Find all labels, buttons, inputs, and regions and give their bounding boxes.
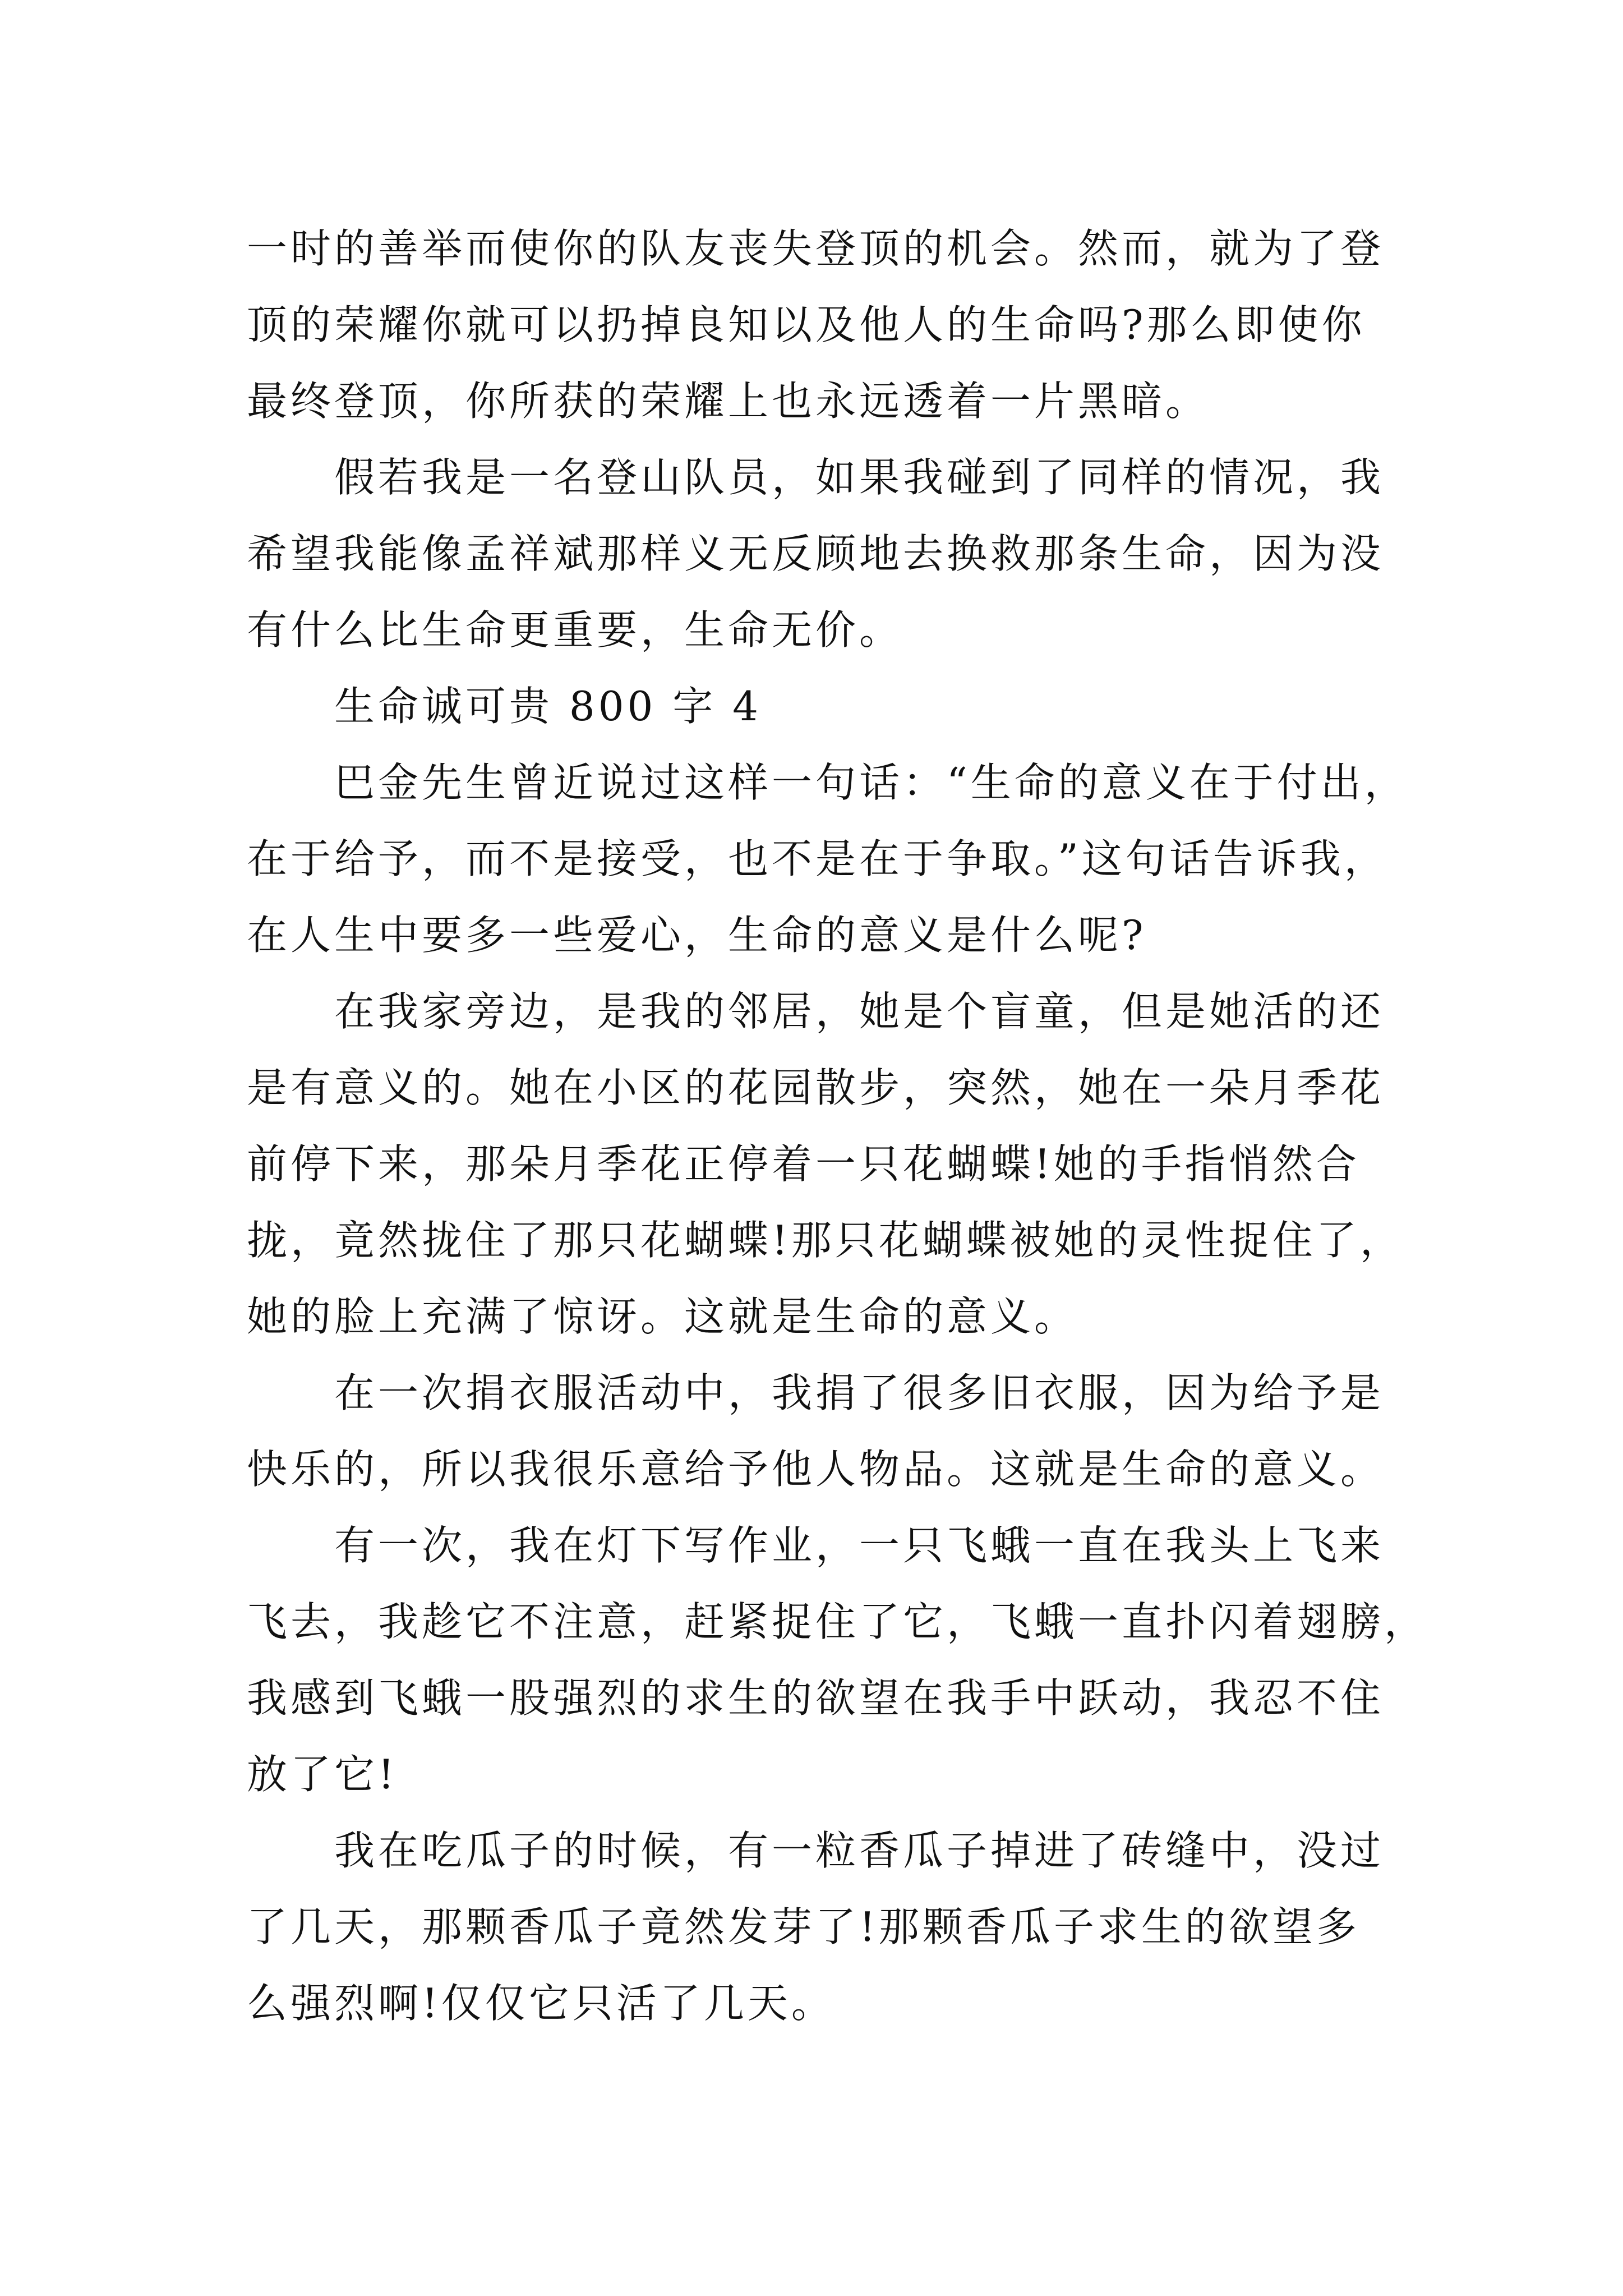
text-line: 最终登顶，你所获的荣耀上也永远透着一片黑暗。 bbox=[247, 378, 1210, 425]
text-line: 是有意义的。她在小区的花园散步，突然，她在一朵月季花 bbox=[247, 1064, 1385, 1111]
paragraph-first-line: 有一次，我在灯下写作业，一只飞蛾一直在我头上飞来 bbox=[334, 1522, 1385, 1569]
document-body bbox=[247, 210, 1428, 2041]
text-line: 前停下来，那朵月季花正停着一只花蝴蝶!她的手指悄然合 bbox=[247, 1140, 1360, 1188]
paragraph-first-line: 在我家旁边，是我的邻居，她是个盲童，但是她活的还 bbox=[334, 988, 1385, 1035]
text-line: 顶的荣耀你就可以扔掉良知以及他人的生命吗?那么即使你 bbox=[247, 301, 1366, 348]
text-line: 了几天，那颗香瓜子竟然发芽了!那颗香瓜子求生的欲望多 bbox=[247, 1903, 1360, 1950]
text-line: 在人生中要多一些爱心，生命的意义是什么呢? bbox=[247, 912, 1147, 959]
paragraph-first-line: 假若我是一名登山队员，如果我碰到了同样的情况，我 bbox=[334, 454, 1385, 501]
text-line: 我感到飞蛾一股强烈的求生的欲望在我手中跃动，我忍不住 bbox=[247, 1674, 1385, 1722]
section-heading: 生命诚可贵 800 字 4 bbox=[334, 683, 762, 730]
text-line: 希望我能像孟祥斌那样义无反顾地去换救那条生命，因为没 bbox=[247, 530, 1385, 577]
paragraph-first-line: 巴金先生曾近说过这样一句话：“生命的意义在于付出， bbox=[334, 759, 1408, 806]
text-line: 拢，竟然拢住了那只花蝴蝶!那只花蝴蝶被她的灵性捉住了， bbox=[247, 1217, 1404, 1264]
text-line: 飞去，我趁它不注意，赶紧捉住了它，飞蛾一直扑闪着翅膀， bbox=[247, 1598, 1428, 1645]
text-line: 放了它! bbox=[247, 1751, 398, 1798]
text-line: 快乐的，所以我很乐意给予他人物品。这就是生命的意义。 bbox=[247, 1446, 1385, 1493]
text-line: 有什么比生命更重要，生命无价。 bbox=[247, 606, 903, 654]
text-line: 她的脸上充满了惊讶。这就是生命的意义。 bbox=[247, 1293, 1078, 1340]
paragraph-first-line: 在一次捐衣服活动中，我捐了很多旧衣服，因为给予是 bbox=[334, 1369, 1385, 1416]
paragraph-first-line: 我在吃瓜子的时候，有一粒香瓜子掉进了砖缝中，没过 bbox=[334, 1827, 1385, 1874]
text-line: 在于给予，而不是接受，也不是在于争取。”这句话告诉我， bbox=[247, 835, 1388, 882]
text-line: 么强烈啊!仅仅它只活了几天。 bbox=[247, 1980, 835, 2027]
text-line: 一时的善举而使你的队友丧失登顶的机会。然而，就为了登 bbox=[247, 225, 1385, 272]
